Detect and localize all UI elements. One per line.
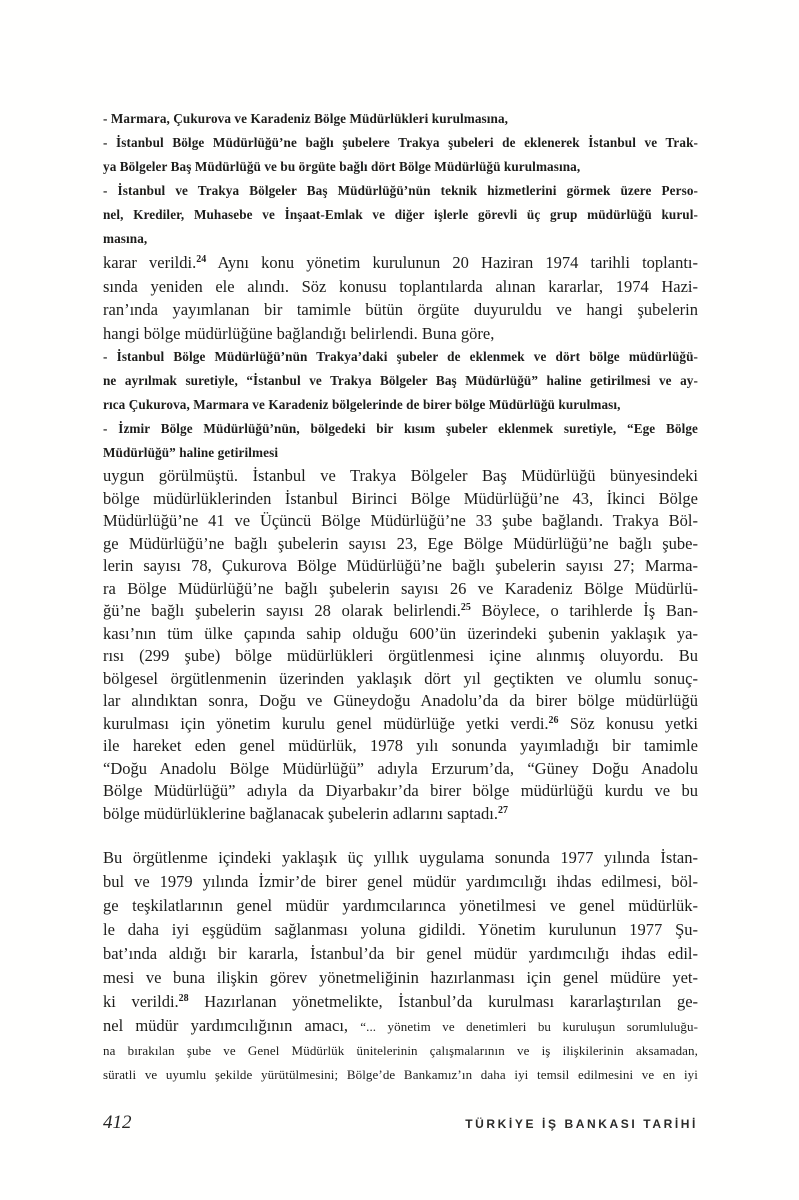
text-line bbox=[103, 966, 698, 990]
text-line bbox=[103, 369, 698, 393]
text-line bbox=[103, 668, 698, 691]
text-run: bölgesel örgütlenmenin üzerinden yaklaşık dört yıl geçtikten ve olumlu sonuç- bbox=[103, 668, 698, 688]
text-run: Aynı konu yönetim kurulunun 20 Haziran 1974 tarihli toplantı- bbox=[206, 253, 698, 272]
text-line bbox=[103, 275, 698, 299]
footnote-ref: 24 bbox=[196, 254, 207, 265]
text-line bbox=[103, 251, 698, 275]
text-line bbox=[103, 758, 698, 781]
text-run: - İstanbul Bölge Müdürlüğü’nün Trakya’daki şubeler de eklenmek ve dört bölge müdürlüğü- bbox=[103, 349, 698, 364]
footnote-ref: 26 bbox=[548, 714, 559, 726]
text-line bbox=[103, 155, 698, 179]
text-run: ge teşkilatlarının genel müdür yardımcılarınca yönetilmesi ve genel müdürlük- bbox=[103, 896, 698, 915]
text-line bbox=[103, 533, 698, 556]
text-line bbox=[103, 393, 698, 417]
text-line bbox=[103, 578, 698, 601]
text-run: Müdürlüğü’ne 41 ve Üçüncü Bölge Müdürlüğü’ne 33 şube bağlandı. Trakya Böl- bbox=[103, 511, 698, 530]
text-run: bat’ında aldığı bir kararla, İstanbul’da bir genel müdür yardımcılığı ihdas edil- bbox=[103, 944, 698, 963]
text-run: ne ayrılmak suretiyle, “İstanbul ve Trakya Bölgeler Baş Müdürlüğü” haline getirilmesi ve ay- bbox=[103, 373, 698, 388]
text-line bbox=[103, 203, 698, 227]
footnote-ref: 25 bbox=[460, 602, 471, 613]
text-run: ge Müdürlüğü’ne bağlı şubelerin sayısı 23, Ege Bölge Müdürlüğü’ne bağlı şube- bbox=[103, 533, 698, 553]
text-line bbox=[103, 1014, 698, 1038]
text-run: lerin sayısı 78, Çukurova Bölge Müdürlüğü’ne bağlı şubelerin sayısı 27; Marma- bbox=[103, 556, 698, 575]
text-run: ra Bölge Müdürlüğü’ne bağlı şubelerin sayısı 26 ve Karadeniz Bölge Müdürlü- bbox=[103, 578, 698, 598]
text-line bbox=[103, 942, 698, 966]
text-run: hangi bölge müdürlüğüne bağlandığı belirlendi. Buna göre, bbox=[103, 323, 495, 343]
text-run: rıca Çukurova, Marmara ve Karadeniz bölgelerinde de birer bölge Müdürlüğü kurulması, bbox=[103, 397, 621, 412]
text-line bbox=[103, 488, 698, 511]
text-run: masına, bbox=[103, 231, 148, 246]
text-line bbox=[103, 107, 698, 131]
text-line bbox=[103, 345, 698, 369]
text-line bbox=[103, 623, 698, 646]
text-run: ki verildi. bbox=[103, 992, 179, 1011]
text-run: na bırakılan şube ve Genel Müdürlük ünitelerinin çalışmalarının ve iş ilişkilerinin aksamadan, bbox=[103, 1043, 698, 1058]
text-run: Böylece, o tarihlerde İş Ban- bbox=[470, 601, 698, 620]
page-number: 412 bbox=[103, 1112, 132, 1133]
text-run: “Doğu Anadolu Bölge Müdürlüğü” adıyla Erzurum’da, “Güney Doğu Anadolu bbox=[103, 758, 698, 778]
text-line bbox=[103, 990, 698, 1014]
text-line bbox=[103, 510, 698, 533]
text-run: - Marmara, Çukurova ve Karadeniz Bölge Müdürlükleri kurulmasına, bbox=[103, 111, 509, 126]
text-run: le daha iyi eşgüdüm sağlanması yoluna gidildi. Yönetim kurulunun 1977 Şu- bbox=[103, 920, 698, 939]
text-line bbox=[103, 298, 698, 322]
text-run: uygun görülmüştü. İstanbul ve Trakya Bölgeler Baş Müdürlüğü bünyesindeki bbox=[103, 466, 698, 485]
text-run: Bu örgütlenme içindeki yaklaşık üç yıllık uygulama sonunda 1977 yılında İstan- bbox=[103, 848, 698, 867]
text-line bbox=[103, 322, 698, 346]
text-line bbox=[103, 600, 698, 623]
paragraph-body-a bbox=[103, 251, 698, 345]
text-run: ile hareket eden genel müdürlük, 1978 yılı sonunda yayımladığı bir tamimle bbox=[103, 736, 698, 755]
text-run: bul ve 1979 yılında İzmir’de birer genel müdür yardımcılığı ihdas edilmesi, böl- bbox=[103, 872, 698, 891]
text-run: kası’nın tüm ülke çapında sahip olduğu 600’ün üzerindeki şubenin yaklaşık ya- bbox=[103, 623, 698, 643]
text-line bbox=[103, 645, 698, 668]
paragraph-bullets bbox=[103, 107, 698, 251]
page-text bbox=[103, 107, 698, 1086]
text-run: lar alındıktan sonra, Doğu ve Güneydoğu Anadolu’da da birer bölge müdürlüğü bbox=[103, 691, 698, 710]
text-run: sında yeniden ele alındı. Söz konusu toplantılarda alınan kararlar, 1974 Hazi- bbox=[103, 276, 698, 296]
text-line bbox=[103, 690, 698, 713]
text-line bbox=[103, 846, 698, 870]
paragraph-bullets bbox=[103, 345, 698, 465]
text-line bbox=[103, 465, 698, 488]
text-line bbox=[103, 735, 698, 758]
text-line bbox=[103, 894, 698, 918]
text-line bbox=[103, 918, 698, 942]
text-line bbox=[103, 441, 698, 465]
text-line bbox=[103, 780, 698, 803]
footnote-ref: 27 bbox=[497, 804, 508, 816]
text-line bbox=[103, 131, 698, 155]
text-line bbox=[103, 713, 698, 736]
text-run: ran’ında yayımlanan bir tamimle bütün örgüte duyuruldu ve hangi şubelerin bbox=[103, 300, 698, 319]
paragraph-body-b bbox=[103, 465, 698, 825]
text-line bbox=[103, 1062, 698, 1086]
text-run: bölge müdürlüklerine bağlanacak şubelerin adlarını saptadı. bbox=[103, 803, 498, 823]
text-line bbox=[103, 179, 698, 203]
text-run: nel, Krediler, Muhasebe ve İnşaat-Emlak ve diğer işlerle görevli üç grup müdürlüğü kurul- bbox=[103, 207, 698, 222]
text-run: Müdürlüğü” haline getirilmesi bbox=[103, 445, 279, 460]
text-run: süratli ve uyumlu şekilde yürütülmesini; Bölge’de Bankamız’ın daha iyi temsil edilmesini ve en iyi bbox=[103, 1067, 698, 1082]
paragraph-body-c bbox=[103, 846, 698, 1086]
text-run: - İstanbul Bölge Müdürlüğü’ne bağlı şubelere Trakya şubeleri de eklenerek İstanbul ve Trak- bbox=[103, 135, 698, 150]
text-line bbox=[103, 417, 698, 441]
text-run: nel müdür yardımcılığının amacı, bbox=[103, 1016, 361, 1035]
running-title: TÜRKİYE İŞ BANKASI TARİHİ bbox=[465, 1117, 698, 1131]
text-run: mesi ve buna ilişkin görev yönetmeliğinin hazırlanması için genel müdüre yet- bbox=[103, 968, 698, 987]
text-run: Hazırlanan yönetmelikte, İstanbul’da kurulması kararlaştırılan ge- bbox=[188, 992, 699, 1011]
text-run: - İstanbul ve Trakya Bölgeler Baş Müdürlüğü’nün teknik hizmetlerini görmek üzere Perso- bbox=[103, 183, 698, 198]
text-run: Söz konusu yetki bbox=[558, 713, 698, 733]
page-footer bbox=[103, 1112, 698, 1138]
text-line bbox=[103, 227, 698, 251]
text-line bbox=[103, 870, 698, 894]
text-line bbox=[103, 803, 698, 826]
text-run: - İzmir Bölge Müdürlüğü’nün, bölgedeki bir kısım şubeler eklenmek suretiyle, “Ege Bölge bbox=[103, 421, 698, 436]
text-run: bölge müdürlüklerinden İstanbul Birinci Bölge Müdürlüğü’ne 43, İkinci Bölge bbox=[103, 488, 698, 508]
text-line bbox=[103, 555, 698, 578]
text-run: “... yönetim ve denetimleri bu kuruluşun sorumluluğu- bbox=[360, 1019, 699, 1034]
footnote-ref: 28 bbox=[178, 993, 189, 1004]
text-run: rısı (299 şube) bölge müdürlükleri örgütlenmesi içine alınmış oluyordu. Bu bbox=[103, 646, 698, 665]
text-run: karar verildi. bbox=[103, 253, 197, 272]
text-run: ğü’ne bağlı şubelerin sayısı 28 olarak belirlendi. bbox=[103, 601, 461, 620]
text-line bbox=[103, 1038, 698, 1062]
text-run: Bölge Müdürlüğü” adıyla da Diyarbakır’da birer bölge müdürlüğü kurdu ve bu bbox=[103, 781, 698, 800]
text-run: ya Bölgeler Baş Müdürlüğü ve bu örgüte bağlı dört Bölge Müdürlüğü kurulmasına, bbox=[103, 159, 581, 174]
text-run: kurulması için yönetim kurulu genel müdürlüğe yetki verdi. bbox=[103, 713, 549, 733]
